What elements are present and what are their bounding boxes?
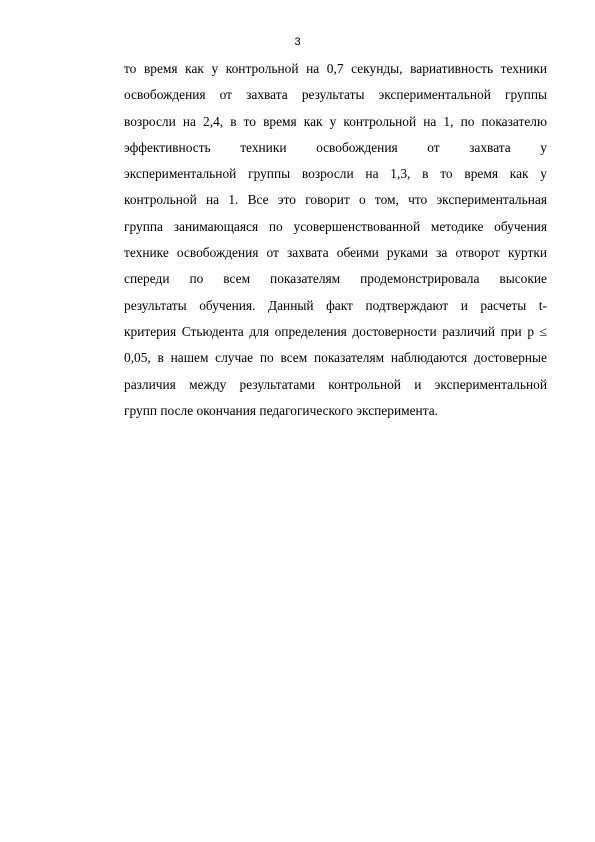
text-line: то время как у контрольной на 0,7 секунды, вариативность техники bbox=[124, 61, 547, 76]
text-line: группа занимающаяся по усовершенствованной методике обучения bbox=[124, 218, 547, 234]
text-line: технике освобождения от захвата обеими руками за отворот куртки bbox=[124, 245, 547, 261]
text-line: 0,05, в нашем случае по всем показателям наблюдаются достоверные bbox=[124, 350, 547, 366]
text-line: контрольной на 1. Все это говорит о том, что экспериментальная bbox=[124, 192, 547, 208]
text-line: критерия Стьюдента для определения достоверности различий при р ≤ bbox=[124, 323, 547, 339]
body-paragraph bbox=[124, 56, 547, 424]
text-line: экспериментальной группы возросли на 1,3, в то время как у bbox=[124, 166, 547, 182]
text-line: эффективность техники освобождения от захвата у bbox=[124, 139, 547, 155]
page-number: 3 bbox=[294, 36, 301, 48]
text-line: результаты обучения. Данный факт подтверждают и расчеты t- bbox=[124, 297, 547, 313]
text-line: освобождения от захвата результаты экспериментальной группы bbox=[124, 87, 547, 103]
text-line: возросли на 2,4, в то время как у контрольной на 1, по показателю bbox=[124, 113, 547, 129]
text-line: различия между результатами контрольной и экспериментальной bbox=[124, 376, 547, 392]
text-line: спереди по всем показателям продемонстрировала высокие bbox=[124, 271, 547, 287]
text-line: групп после окончания педагогического эксперимента. bbox=[124, 402, 438, 418]
